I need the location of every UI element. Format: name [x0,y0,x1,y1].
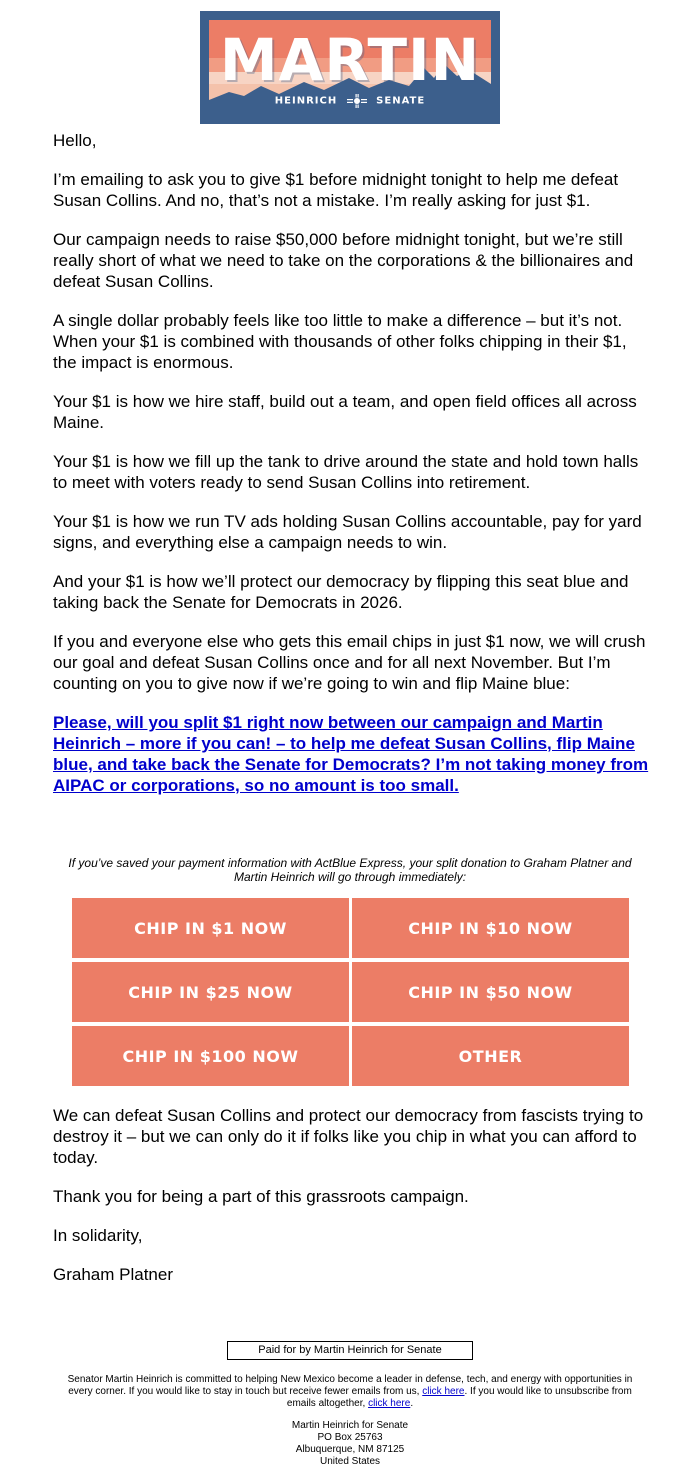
paragraph: If you and everyone else who gets this email chips in just $1 now, we will crush our goal and defeat Susan Collins once and for all next November. But I’m counting on you to give now if we’re going to win and flip Maine blue: [53,632,646,693]
signature: Graham Platner [53,1265,173,1284]
footer-text-part: . [410,1398,414,1409]
greeting: Hello, [53,131,97,150]
donation-button-grid [70,896,630,1088]
paragraph: A single dollar probably feels like too little to make a difference – but it’s not. When your $1 is combined with thousands of other folks chipping in their $1, the impact is enormous. [53,311,627,372]
chip-in-10-button[interactable]: CHIP IN $10 NOW [352,898,629,958]
paragraph: Your $1 is how we fill up the tank to drive around the state and hold town halls to meet with voters ready to send Susan Collins into retirement. [53,452,639,492]
address-line: Albuquerque, NM 87125 [295,1444,405,1455]
fewer-emails-link[interactable]: click here [422,1386,465,1397]
actblue-express-note: If you’ve saved your payment information with ActBlue Express, your split donation to Graham Platner and Martin Heinrich will go through immediately: [68,856,632,884]
footer-text-part: . If you would like to unsubscribe from emails altogether, [286,1386,632,1409]
chip-in-25-button[interactable]: CHIP IN $25 NOW [72,962,349,1022]
paragraph: Your $1 is how we hire staff, build out a team, and open field offices all across Maine. [53,392,637,432]
footer-text-part: Senator Martin Heinrich is committed to helping New Mexico become a leader in defense, tech, and energy with opportunities in every corner. If you would like to stay in touch but receive fewer emails from us, [67,1374,633,1397]
address-line: PO Box 25763 [317,1432,383,1443]
logo-subtitle [209,94,491,108]
email-body [53,130,653,814]
address-line: Martin Heinrich for Senate [291,1420,409,1431]
logo-name: MARTIN [219,26,481,94]
paid-for-disclaimer: Paid for by Martin Heinrich for Senate [227,1341,473,1360]
zia-sun-icon [346,94,368,108]
chip-in-1-button[interactable]: CHIP IN $1 NOW [72,898,349,958]
logo-art [209,20,491,115]
chip-in-100-button[interactable]: CHIP IN $100 NOW [72,1026,349,1086]
logo-sub-right: SENATE [376,95,426,107]
paragraph: And your $1 is how we’ll protect our democracy by flipping this seat blue and taking back the Senate for Democrats in 2026. [53,572,629,612]
unsubscribe-link[interactable]: click here [368,1398,411,1409]
signoff: In solidarity, [53,1226,143,1245]
other-amount-button[interactable]: OTHER [352,1026,629,1086]
chip-in-50-button[interactable]: CHIP IN $50 NOW [352,962,629,1022]
paragraph: Thank you for being a part of this grassroots campaign. [53,1187,469,1206]
footer-text [55,1374,645,1410]
address-line: United States [319,1456,381,1467]
paragraph: Your $1 is how we run TV ads holding Susan Collins accountable, pay for yard signs, and everything else a campaign needs to win. [53,512,642,552]
email-closing [53,1105,653,1303]
donate-cta-link[interactable]: Please, will you split $1 right now between our campaign and Martin Heinrich – more if you can! – to help me defeat Susan Collins, flip Maine blue, and take back the Senate for Democrats? I’m not taking money from AIPAC or corporations, so no amount is too small. [53,713,649,795]
logo-sub-left: HEINRICH [274,95,338,107]
paragraph: I’m emailing to ask you to give $1 before midnight tonight to help me defeat Susan Collins. And no, that’s not a mistake. I’m really asking for just $1. [53,170,619,210]
paragraph: We can defeat Susan Collins and protect our democracy from fascists trying to destroy it – but we can only do it if folks like you chip in what you can afford to today. [53,1106,644,1167]
paragraph: Our campaign needs to raise $50,000 before midnight tonight, but we’re still really short of what we need to take on the corporations & the billionaires and defeat Susan Collins. [53,230,634,291]
campaign-logo [200,11,500,124]
mailing-address [200,1420,500,1468]
